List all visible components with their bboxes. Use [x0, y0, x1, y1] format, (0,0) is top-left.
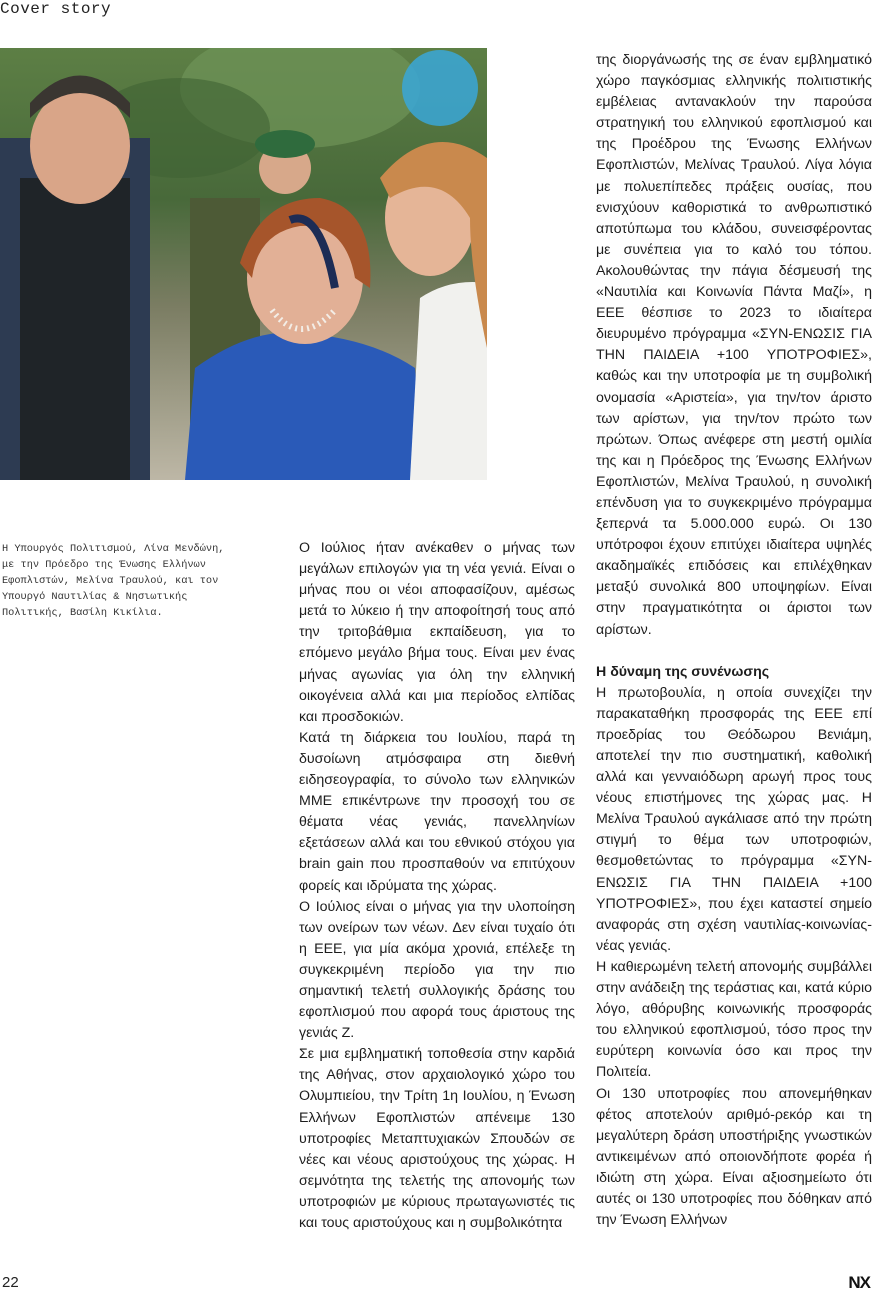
- section-label: Cover story: [0, 0, 112, 18]
- brand-logo: NX: [848, 1273, 870, 1292]
- page-number: 22: [2, 1274, 19, 1291]
- article-paragraph: Ο Ιούλιος ήταν ανέκαθεν ο μήνας των μεγάλων επιλογών για τη νέα γενιά. Είναι ο μήνας που οι νέοι αποφασίζουν, αμέσως μετά το λύκειο ή την αποφοίτησή τους από την τριτοβάθμια εκπαίδευση, για το επόμενο μεγάλο βήμα τους. Είναι μεν ένας μήνας αγωνίας για όλη την ελληνική οικογένεια αλλά και μια περίοδος ελπίδας και προσδοκιών.: [299, 540, 575, 725]
- article-column-middle: [299, 538, 575, 1234]
- article-column-right: [596, 50, 872, 1231]
- article-paragraph: Η καθιερωμένη τελετή απονομής συμβάλλει στην ανάδειξη της τεράστιας και, κατά κύριο λόγο, αθόρυβης κοινωνικής προσφοράς του ελληνικού εφοπλισμού, τόσο προς την ευρύτερη κοινωνία όσο και προς την Πολιτεία.: [596, 958, 872, 1081]
- article-paragraph: Ο Ιούλιος είναι ο μήνας για την υλοποίηση των ονείρων των νέων. Δεν είναι τυχαίο ότι η ΕΕΕ, για μία ακόμα χρονιά, επέλεξε τη συγκεκριμένη περίοδο για την πιο σημαντική τελετή συλλογικής δράσης του εφοπλισμού που αφορά τους άριστους της γενιάς Ζ.: [299, 898, 575, 1042]
- photo-caption: Η Υπουργός Πολιτισμού, Λίνα Μενδώνη, με την Πρόεδρο της Ένωσης Ελλήνων Εφοπλιστών, Μελίνα Τραυλού, και τον Υπουργό Ναυτιλίας & Νησιωτικής Πολιτικής, Βασίλη Κικίλια.: [2, 543, 225, 619]
- article-paragraph: της διοργάνωσής της σε έναν εμβληματικό χώρο παγκόσμιας ελληνικής πολιτιστικής εμβέλειας αντανακλούν την παρούσα στρατηγική του ελληνικού εφοπλισμού και της Προέδρου της Ένωσης Ελλήνων Εφοπλιστών, Μελίνας Τραυλού. Λίγα λόγια με πολυεπίπεδες πράξεις ουσίας, που ενισχύουν καθοριστικά το ανθρωπιστικό αποτύπωμα του κλάδου, συνεισφέροντας με συνέπεια για το καλό του τόπου. Ακολουθώντας την πάγια δέσμευσή της «Ναυτιλία και Κοινωνία Πάντα Μαζί», η ΕΕΕ θέσπισε το 2023 το ιδιαίτερα διευρυμένο πρόγραμμα «ΣΥΝ-ΕΝΩΣΙΣ ΓΙΑ ΤΗΝ ΠΑΙΔΕΙΑ +100 ΥΠΟΤΡΟΦΙΕΣ», καθώς και την υποτροφία με τη συμβολική ονομασία «Αριστεία», για την/τον άριστο των αρίστων, για την/τον πρώτο των πρώτων. Όπως ανέφερε στη μεστή ομιλία της και η Πρόεδρος της Ένωσης Ελλήνων Εφοπλιστών, Μελίνα Τραυλού, η συνολική επένδυση για το συγκεκριμένο πρόγραμμα ξεπερνά τα 5.000.000 ευρώ. Οι 130 υπότροφοι έχουν επιτύχει ιδιαίτερα υψηλές ακαδημαϊκές επιδόσεις και επιλέχθηκαν μεταξύ συνολικά 800 υποψηφίων. Είναι στην πραγματικότητα οι άριστοι των αρίστων.: [596, 52, 872, 638]
- cover-photo: [0, 48, 487, 480]
- article-paragraph: Σε μια εμβληματική τοποθεσία στην καρδιά της Αθήνας, στον αρχαιολογικό χώρο του Ολυμπιείου, την Τρίτη 1η Ιουλίου, η Ένωση Ελλήνων Εφοπλιστών απένειμε 130 υποτροφίες Μεταπτυχιακών Σπουδών σε νέες και νέους αριστούχους της χώρας. Η σεμνότητα της τελετής της απονομής των υποτροφιών με κύριους πρωταγωνιστές τις και τους αριστούχους και η συμβολικότητα: [299, 1046, 575, 1231]
- article-subheading: Η δύναμη της συνένωσης: [596, 663, 770, 680]
- cover-photo-illustration: [0, 48, 487, 480]
- article-paragraph: Η πρωτοβουλία, η οποία συνεχίζει την παρακαταθήκη προσφοράς της ΕΕΕ επί προεδρίας του Θεόδωρου Βενιάμη, αποτελεί την πιο συστηματική, καθολική αλλά και γενναιόδωρη αρωγή προς τους νέους επιστήμονες της χώρας μας. Η Μελίνα Τραυλού αγκάλιασε από την πρώτη στιγμή το θέμα των υποτροφιών, θεσμοθετώντας το πρόγραμμα «ΣΥΝ-ΕΝΩΣΙΣ ΓΙΑ ΤΗΝ ΠΑΙΔΕΙΑ +100 ΥΠΟΤΡΟΦΙΕΣ», που έχει καταστεί σημείο αναφοράς στη σχέση ναυτιλίας-κοινωνίας-νέας γενιάς.: [596, 684, 872, 954]
- article-paragraph: Οι 130 υποτροφίες που απονεμήθηκαν φέτος αποτελούν αριθμό-ρεκόρ και τη μεγαλύτερη δράση υποστήριξης γνωστικών αντικειμένων από οποιονδήποτε φορέα ή ιδιώτη στη χώρα. Είναι αξιοσημείωτο ότι αυτές οι 130 υποτροφίες που δόθηκαν από την Ένωση Ελλήνων: [596, 1085, 872, 1229]
- article-paragraph: Κατά τη διάρκεια του Ιουλίου, παρά τη δυσοίωνη ατμόσφαιρα στη διεθνή ειδησεογραφία, το σύνολο των ελληνικών ΜΜΕ επικέντρωνε την προσοχή του σε θέματα νέας γενιάς, πανελληνίων εξετάσεων αλλά και του εθνικού στόχου για brain gain που προσπαθούν να επιτύχουν φορείς και ιδρύματα της χώρας.: [299, 729, 575, 894]
